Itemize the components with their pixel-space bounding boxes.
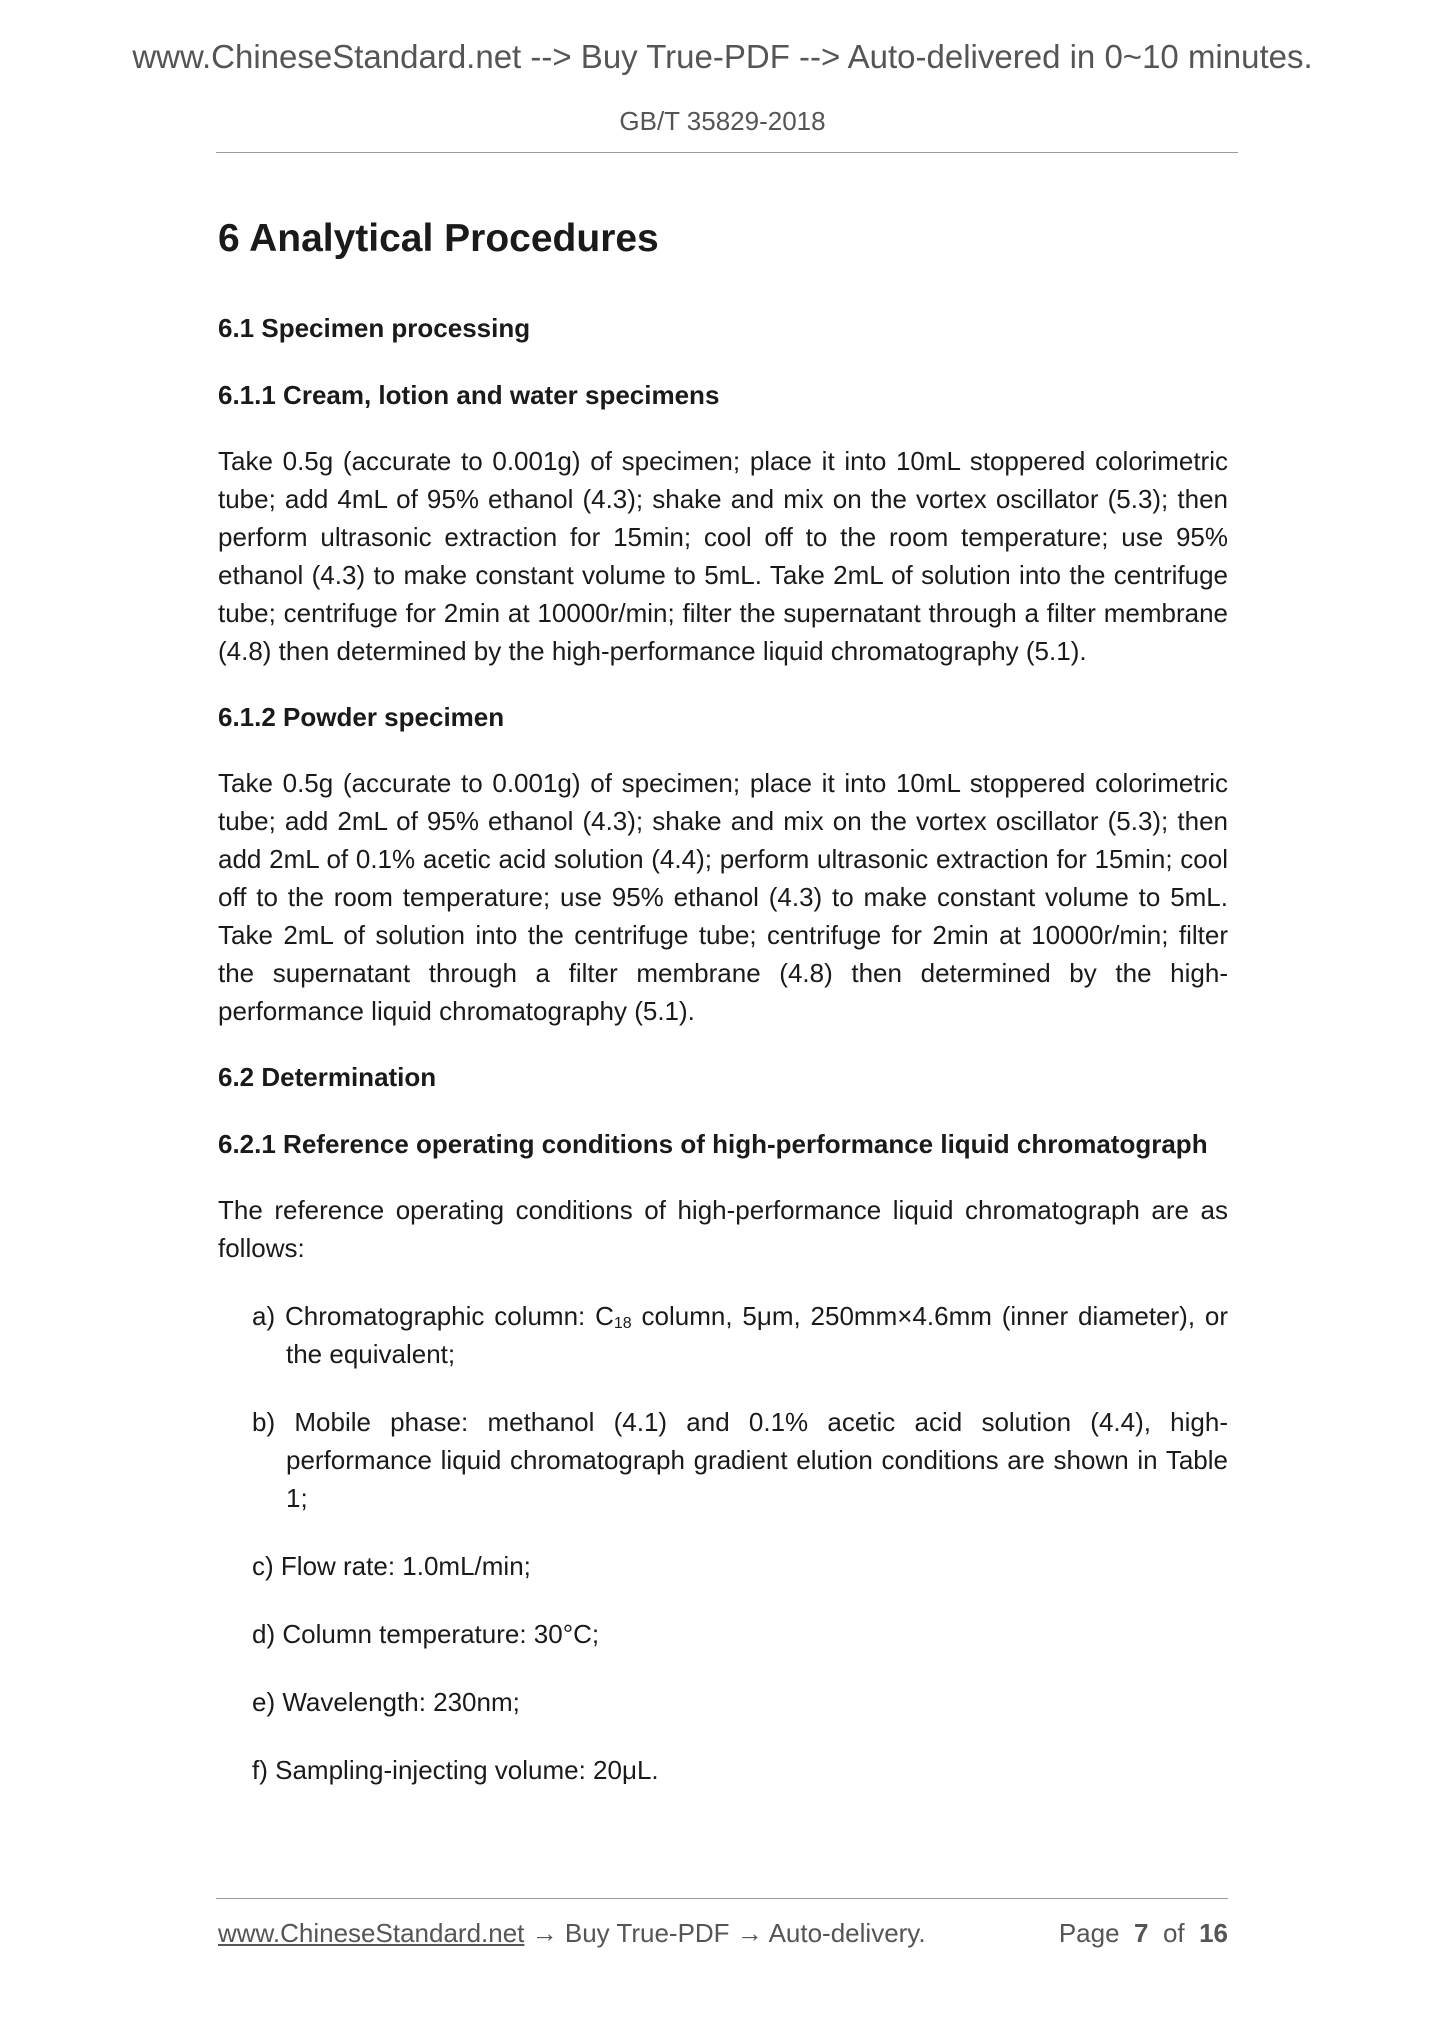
subsection-title-6-2: 6.2 Determination <box>218 1062 437 1092</box>
subsection-title-6-1-1: 6.1.1 Cream, lotion and water specimens <box>218 380 720 410</box>
header-rule <box>216 152 1238 153</box>
condition-label: d) <box>252 1619 276 1649</box>
page-word: Page <box>1058 1918 1120 1948</box>
condition-label: f) <box>252 1755 268 1785</box>
of-word: of <box>1162 1918 1185 1948</box>
condition-text: Flow rate: 1.0mL/min; <box>280 1551 531 1581</box>
paragraph-6-1-2: Take 0.5g (accurate to 0.001g) of specimen; place it into 10mL stoppered colorimetric tube; add 2mL of 95% ethanol (4.3); shake and mix on the vortex oscillator (5.3); then add 2mL of 0.1% acetic acid solution (4.4); perform ultrasonic extraction for 15min; cool off to the room temperature; use 95% ethanol (4.3) to make constant volume to 5mL. Take 2mL of solution into the centrifuge tube; centrifuge for 2min at 10000r/min; filter the supernatant through a filter membrane (4.8) then determined by the high-performance liquid chromatography (5.1). <box>218 768 1228 1026</box>
subsection-title-6-1-2: 6.1.2 Powder specimen <box>218 702 505 732</box>
footer-buy-text: → Buy True-PDF → Auto-delivery. <box>524 1918 926 1948</box>
footer-site-link[interactable]: www.ChineseStandard.net <box>218 1918 525 1948</box>
footer-rule <box>216 1898 1228 1899</box>
condition-text: Column temperature: 30°C; <box>282 1619 600 1649</box>
footer-left <box>218 1918 926 1949</box>
site-banner: www.ChineseStandard.net --> Buy True-PDF --> Auto-delivered in 0~10 minutes. <box>132 38 1313 75</box>
paragraph-6-2-1-intro: The reference operating conditions of high-performance liquid chromatograph are as follows: <box>218 1195 1228 1263</box>
page-number <box>1059 1918 1228 1949</box>
condition-text-pre: Chromatographic column: C <box>284 1301 614 1331</box>
subscript: 18 <box>613 1315 632 1332</box>
total-pages: 16 <box>1199 1918 1228 1948</box>
condition-item-a <box>218 1297 1228 1373</box>
document-body <box>218 210 1228 1819</box>
paragraph-6-1-1: Take 0.5g (accurate to 0.001g) of specimen; place it into 10mL stoppered colorimetric tube; add 4mL of 95% ethanol (4.3); shake and mix on the vortex oscillator (5.3); then perform ultrasonic extraction for 15min; cool off to the room temperature; use 95% ethanol (4.3) to make constant volume to 5mL. Take 2mL of solution into the centrifuge tube; centrifuge for 2min at 10000r/min; filter the supernatant through a filter membrane (4.8) then determined by the high-performance liquid chromatography (5.1). <box>218 446 1228 666</box>
condition-item-c <box>218 1547 1228 1585</box>
conditions-list <box>218 1297 1228 1789</box>
condition-label: e) <box>252 1687 276 1717</box>
subsection-title-6-1: 6.1 Specimen processing <box>218 313 531 343</box>
condition-label: c) <box>252 1551 274 1581</box>
condition-label: a) <box>252 1301 276 1331</box>
current-page: 7 <box>1134 1918 1149 1948</box>
section-title: 6 Analytical Procedures <box>218 217 659 260</box>
condition-item-b <box>218 1403 1228 1517</box>
condition-item-f <box>218 1751 1228 1789</box>
condition-item-e <box>218 1683 1228 1721</box>
condition-item-d <box>218 1615 1228 1653</box>
condition-label: b) <box>252 1407 276 1437</box>
condition-text-post: column, 5μm, 250mm×4.6mm (inner diameter), or the equivalent; <box>286 1301 1229 1369</box>
condition-text: Sampling-injecting volume: 20μL. <box>275 1755 659 1785</box>
document-code: GB/T 35829-2018 <box>619 106 826 136</box>
subsection-title-6-2-1: 6.2.1 Reference operating conditions of high-performance liquid chromatograph <box>218 1129 1208 1159</box>
condition-text: Wavelength: 230nm; <box>282 1687 520 1717</box>
condition-text: Mobile phase: methanol (4.1) and 0.1% acetic acid solution (4.4), high-performance liquid chromatograph gradient elution conditions are shown in Table 1; <box>286 1407 1228 1513</box>
